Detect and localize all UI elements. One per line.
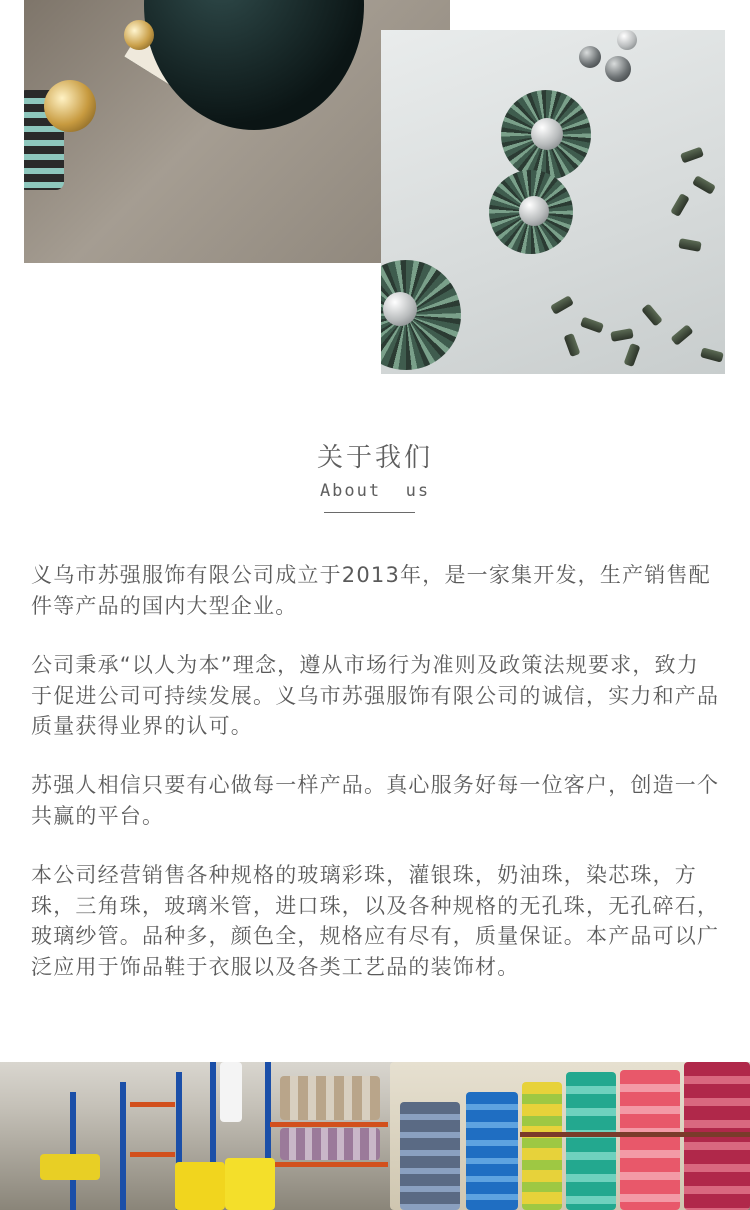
rack-beam <box>520 1132 750 1137</box>
stock-bags <box>280 1128 380 1160</box>
rack-beam <box>130 1102 175 1107</box>
tile-bead <box>624 343 641 367</box>
stock-yellow <box>522 1082 562 1210</box>
tile-bead <box>550 295 574 315</box>
beads-photo <box>381 30 725 374</box>
section-subtitle: About us <box>319 481 431 501</box>
pearl-bead <box>531 118 563 150</box>
pearl-bead <box>605 56 631 82</box>
stock-blue <box>466 1092 518 1210</box>
pearl-bead <box>617 30 637 50</box>
section-title: 关于我们 <box>316 443 433 473</box>
stock-blue <box>400 1102 460 1210</box>
paragraph-philosophy: 公司秉承“以人为本”理念，遵从市场行为准则及政策法规要求，致力于促进公司可持续发展。义乌市苏强服饰有限公司的诚信，实力和产品质量获得业界的认可。 <box>31 653 720 738</box>
paper-sign <box>220 1062 242 1122</box>
tile-bead <box>678 238 701 252</box>
rack-beam <box>270 1122 388 1127</box>
stock-teal <box>566 1072 616 1210</box>
tile-bead <box>641 303 663 326</box>
title-underline <box>324 512 415 513</box>
tile-bead <box>564 333 581 357</box>
rack-beam <box>270 1162 388 1167</box>
tile-bead <box>610 328 633 342</box>
gold-bead-small <box>124 20 154 50</box>
stock-pink <box>620 1070 680 1210</box>
stock-bags <box>280 1076 380 1120</box>
tile-bead <box>670 193 690 217</box>
pearl-bead <box>579 46 601 68</box>
rack-post <box>120 1082 126 1210</box>
tile-bead <box>670 324 693 346</box>
paragraph-service: 苏强人相信只要有心做每一样产品。真心服务好每一位客户，创造一个共赢的平台。 <box>31 773 720 828</box>
pearl-bead <box>519 196 549 226</box>
warehouse-photo <box>0 1062 750 1210</box>
yellow-bag <box>40 1154 100 1180</box>
paragraph-intro: 义乌市苏强服饰有限公司成立于2013年，是一家集开发，生产销售配件等产品的国内大型企业。 <box>31 563 711 618</box>
yellow-bag <box>225 1158 275 1210</box>
rack-beam <box>130 1152 175 1157</box>
paragraph-products: 本公司经营销售各种规格的玻璃彩珠，灌银珠，奶油珠，染芯珠，方珠，三角珠，玻璃米管，进口珠，以及各种规格的无孔珠，无孔碎石，玻璃纱管。品种多，颜色全，规格应有尽有，质量保证。本产品可以广泛应用于饰品鞋于衣服以及各类工艺品的装饰材。 <box>31 863 720 979</box>
tile-bead <box>700 347 724 362</box>
tile-bead <box>580 317 604 334</box>
pearl-bead <box>383 292 417 326</box>
gold-bead <box>44 80 96 132</box>
tile-bead <box>680 147 704 164</box>
pendant <box>144 0 364 130</box>
yellow-bag <box>175 1162 225 1210</box>
rack-post <box>70 1092 76 1210</box>
tile-bead <box>692 175 716 195</box>
